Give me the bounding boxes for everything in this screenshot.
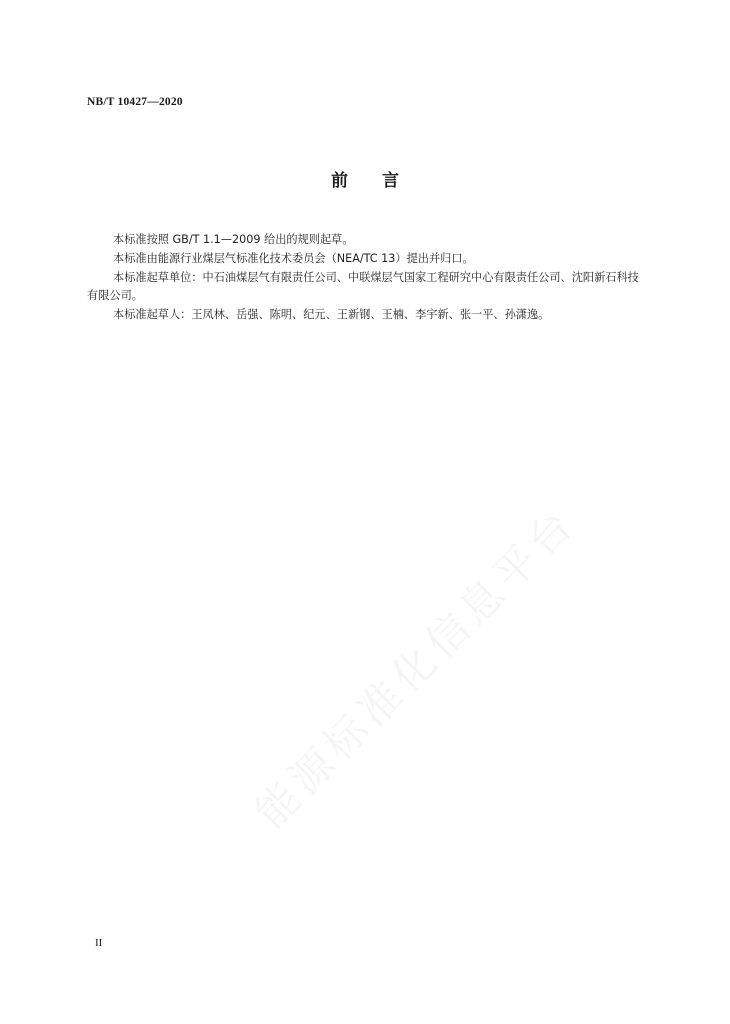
paragraph-proposer: 本标准由能源行业煤层气标准化技术委员会（NEA/TC 13）提出并归口。 [113,251,474,265]
section-title: 前言 [331,171,433,191]
page-number: II [95,937,103,949]
paragraph-drafting-rules: 本标准按照 GB/T 1.1—2009 给出的规则起草。 [113,233,354,246]
standard-code: NB/T 10427—2020 [87,96,183,108]
foreword-body [87,231,647,325]
watermark [240,500,579,839]
paragraph-drafters: 本标准起草人：王凤林、岳强、陈明、纪元、王新钢、王楠、李宇新、张一平、孙潇逸。 [113,308,550,322]
paragraph-drafting-units: 本标准起草单位：中石油煤层气有限责任公司、中联煤层气国家工程研究中心有限责任公司、沈阳新石科技有限公司。 [87,270,639,303]
